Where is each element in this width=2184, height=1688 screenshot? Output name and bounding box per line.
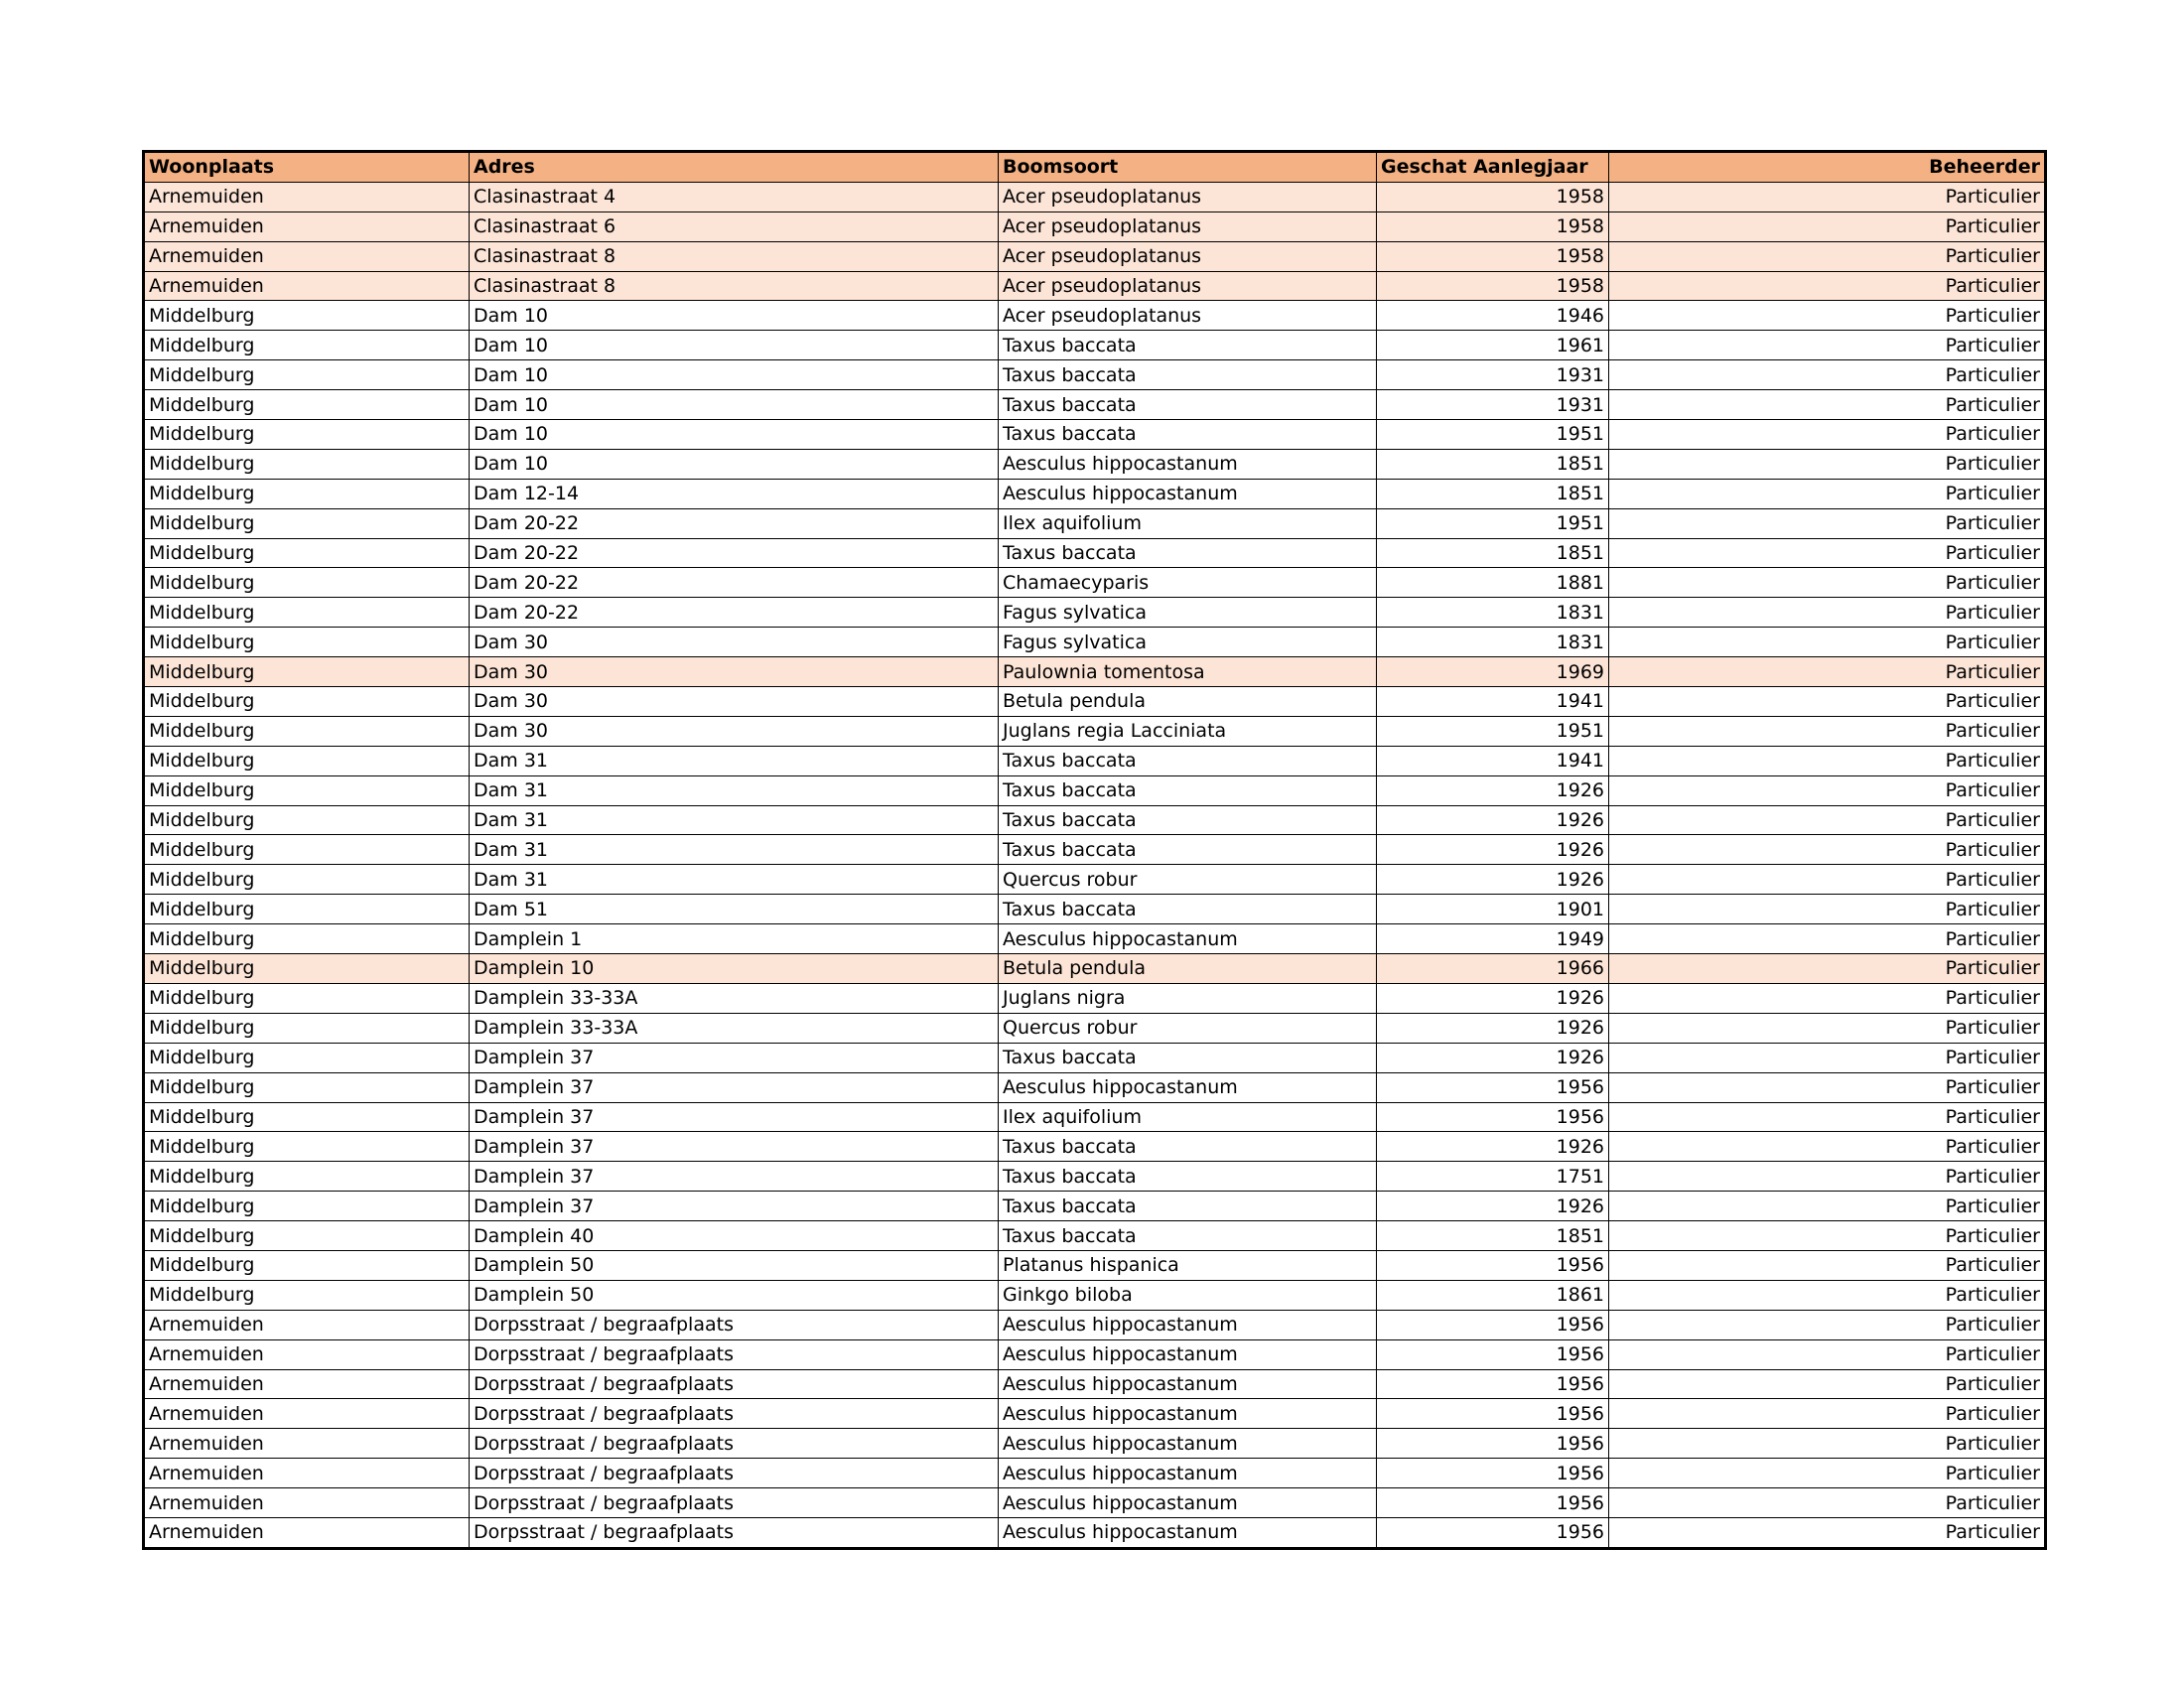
cell-adres: Dam 10 bbox=[470, 360, 999, 390]
cell-aanlegjaar: 1851 bbox=[1377, 449, 1609, 479]
cell-woonplaats: Middelburg bbox=[144, 390, 470, 420]
table-row bbox=[144, 1517, 2046, 1548]
cell-beheerder: Particulier bbox=[1609, 1013, 2046, 1043]
cell-boomsoort: Betula pendula bbox=[999, 687, 1377, 717]
cell-adres: Dam 20-22 bbox=[470, 508, 999, 538]
cell-woonplaats: Arnemuiden bbox=[144, 1339, 470, 1369]
cell-beheerder: Particulier bbox=[1609, 1221, 2046, 1251]
cell-aanlegjaar: 1901 bbox=[1377, 895, 1609, 924]
cell-boomsoort: Acer pseudoplatanus bbox=[999, 211, 1377, 241]
cell-beheerder: Particulier bbox=[1609, 479, 2046, 508]
cell-aanlegjaar: 1931 bbox=[1377, 360, 1609, 390]
cell-aanlegjaar: 1946 bbox=[1377, 301, 1609, 331]
cell-woonplaats: Middelburg bbox=[144, 301, 470, 331]
cell-boomsoort: Taxus baccata bbox=[999, 390, 1377, 420]
cell-adres: Damplein 1 bbox=[470, 924, 999, 954]
cell-beheerder: Particulier bbox=[1609, 895, 2046, 924]
cell-woonplaats: Middelburg bbox=[144, 805, 470, 835]
cell-beheerder: Particulier bbox=[1609, 716, 2046, 746]
table-row bbox=[144, 182, 2046, 211]
cell-aanlegjaar: 1926 bbox=[1377, 1013, 1609, 1043]
cell-adres: Damplein 33-33A bbox=[470, 1013, 999, 1043]
cell-boomsoort: Taxus baccata bbox=[999, 1043, 1377, 1072]
table-row bbox=[144, 449, 2046, 479]
table-row bbox=[144, 954, 2046, 984]
cell-aanlegjaar: 1958 bbox=[1377, 182, 1609, 211]
cell-beheerder: Particulier bbox=[1609, 1517, 2046, 1548]
cell-woonplaats: Arnemuiden bbox=[144, 182, 470, 211]
cell-woonplaats: Arnemuiden bbox=[144, 1429, 470, 1459]
cell-boomsoort: Acer pseudoplatanus bbox=[999, 241, 1377, 271]
table-row bbox=[144, 1162, 2046, 1192]
cell-aanlegjaar: 1958 bbox=[1377, 211, 1609, 241]
cell-woonplaats: Middelburg bbox=[144, 628, 470, 657]
cell-aanlegjaar: 1851 bbox=[1377, 1221, 1609, 1251]
cell-woonplaats: Middelburg bbox=[144, 331, 470, 360]
cell-aanlegjaar: 1926 bbox=[1377, 1043, 1609, 1072]
cell-woonplaats: Middelburg bbox=[144, 924, 470, 954]
table-row bbox=[144, 598, 2046, 628]
table-body bbox=[144, 182, 2046, 1548]
cell-woonplaats: Arnemuiden bbox=[144, 1310, 470, 1339]
cell-woonplaats: Middelburg bbox=[144, 983, 470, 1013]
cell-woonplaats: Middelburg bbox=[144, 657, 470, 687]
cell-beheerder: Particulier bbox=[1609, 1102, 2046, 1132]
cell-aanlegjaar: 1831 bbox=[1377, 598, 1609, 628]
cell-aanlegjaar: 1956 bbox=[1377, 1339, 1609, 1369]
table-row bbox=[144, 1043, 2046, 1072]
table-row bbox=[144, 1369, 2046, 1399]
cell-boomsoort: Aesculus hippocastanum bbox=[999, 1517, 1377, 1548]
cell-adres: Clasinastraat 8 bbox=[470, 271, 999, 301]
cell-aanlegjaar: 1958 bbox=[1377, 241, 1609, 271]
cell-beheerder: Particulier bbox=[1609, 1488, 2046, 1518]
cell-boomsoort: Quercus robur bbox=[999, 1013, 1377, 1043]
cell-boomsoort: Ilex aquifolium bbox=[999, 508, 1377, 538]
cell-adres: Dam 20-22 bbox=[470, 598, 999, 628]
cell-aanlegjaar: 1956 bbox=[1377, 1102, 1609, 1132]
cell-adres: Damplein 37 bbox=[470, 1072, 999, 1102]
cell-woonplaats: Middelburg bbox=[144, 568, 470, 598]
cell-beheerder: Particulier bbox=[1609, 805, 2046, 835]
cell-woonplaats: Middelburg bbox=[144, 1221, 470, 1251]
cell-adres: Clasinastraat 6 bbox=[470, 211, 999, 241]
cell-beheerder: Particulier bbox=[1609, 1162, 2046, 1192]
table-row bbox=[144, 508, 2046, 538]
table-row bbox=[144, 628, 2046, 657]
cell-boomsoort: Paulownia tomentosa bbox=[999, 657, 1377, 687]
cell-aanlegjaar: 1926 bbox=[1377, 1192, 1609, 1221]
cell-aanlegjaar: 1951 bbox=[1377, 716, 1609, 746]
table-row bbox=[144, 657, 2046, 687]
cell-woonplaats: Middelburg bbox=[144, 895, 470, 924]
cell-adres: Dam 20-22 bbox=[470, 538, 999, 568]
cell-adres: Dam 31 bbox=[470, 835, 999, 865]
table-row bbox=[144, 1072, 2046, 1102]
cell-adres: Damplein 33-33A bbox=[470, 983, 999, 1013]
cell-woonplaats: Middelburg bbox=[144, 835, 470, 865]
cell-woonplaats: Middelburg bbox=[144, 1132, 470, 1162]
cell-woonplaats: Middelburg bbox=[144, 1280, 470, 1310]
cell-beheerder: Particulier bbox=[1609, 687, 2046, 717]
cell-beheerder: Particulier bbox=[1609, 568, 2046, 598]
cell-beheerder: Particulier bbox=[1609, 301, 2046, 331]
table-row bbox=[144, 716, 2046, 746]
cell-adres: Damplein 37 bbox=[470, 1043, 999, 1072]
cell-beheerder: Particulier bbox=[1609, 1280, 2046, 1310]
cell-woonplaats: Middelburg bbox=[144, 1192, 470, 1221]
table-row bbox=[144, 479, 2046, 508]
cell-adres: Dam 10 bbox=[470, 301, 999, 331]
cell-adres: Damplein 10 bbox=[470, 954, 999, 984]
table-row bbox=[144, 746, 2046, 775]
cell-adres: Dorpsstraat / begraafplaats bbox=[470, 1488, 999, 1518]
tree-register-table bbox=[142, 150, 2047, 1550]
cell-adres: Damplein 37 bbox=[470, 1192, 999, 1221]
cell-boomsoort: Aesculus hippocastanum bbox=[999, 924, 1377, 954]
cell-boomsoort: Aesculus hippocastanum bbox=[999, 1429, 1377, 1459]
cell-woonplaats: Middelburg bbox=[144, 538, 470, 568]
cell-beheerder: Particulier bbox=[1609, 1339, 2046, 1369]
cell-beheerder: Particulier bbox=[1609, 420, 2046, 450]
cell-boomsoort: Acer pseudoplatanus bbox=[999, 301, 1377, 331]
cell-aanlegjaar: 1926 bbox=[1377, 1132, 1609, 1162]
cell-aanlegjaar: 1969 bbox=[1377, 657, 1609, 687]
cell-boomsoort: Juglans regia Lacciniata bbox=[999, 716, 1377, 746]
cell-boomsoort: Taxus baccata bbox=[999, 331, 1377, 360]
cell-adres: Dam 31 bbox=[470, 805, 999, 835]
table-row bbox=[144, 331, 2046, 360]
table-row bbox=[144, 360, 2046, 390]
cell-beheerder: Particulier bbox=[1609, 211, 2046, 241]
table-row bbox=[144, 924, 2046, 954]
table-row bbox=[144, 568, 2046, 598]
table-row bbox=[144, 1310, 2046, 1339]
cell-aanlegjaar: 1956 bbox=[1377, 1250, 1609, 1280]
cell-boomsoort: Aesculus hippocastanum bbox=[999, 1369, 1377, 1399]
cell-woonplaats: Arnemuiden bbox=[144, 1369, 470, 1399]
cell-aanlegjaar: 1861 bbox=[1377, 1280, 1609, 1310]
table-row bbox=[144, 1132, 2046, 1162]
table-row bbox=[144, 1192, 2046, 1221]
cell-woonplaats: Middelburg bbox=[144, 865, 470, 895]
cell-adres: Dorpsstraat / begraafplaats bbox=[470, 1429, 999, 1459]
cell-woonplaats: Arnemuiden bbox=[144, 241, 470, 271]
cell-woonplaats: Middelburg bbox=[144, 746, 470, 775]
cell-beheerder: Particulier bbox=[1609, 1072, 2046, 1102]
cell-boomsoort: Aesculus hippocastanum bbox=[999, 1399, 1377, 1429]
cell-boomsoort: Taxus baccata bbox=[999, 538, 1377, 568]
cell-woonplaats: Middelburg bbox=[144, 716, 470, 746]
cell-boomsoort: Taxus baccata bbox=[999, 775, 1377, 805]
cell-boomsoort: Chamaecyparis bbox=[999, 568, 1377, 598]
cell-aanlegjaar: 1956 bbox=[1377, 1488, 1609, 1518]
table-row bbox=[144, 1429, 2046, 1459]
cell-beheerder: Particulier bbox=[1609, 983, 2046, 1013]
cell-aanlegjaar: 1941 bbox=[1377, 687, 1609, 717]
cell-beheerder: Particulier bbox=[1609, 390, 2046, 420]
cell-beheerder: Particulier bbox=[1609, 924, 2046, 954]
cell-boomsoort: Aesculus hippocastanum bbox=[999, 479, 1377, 508]
cell-adres: Damplein 37 bbox=[470, 1162, 999, 1192]
cell-boomsoort: Taxus baccata bbox=[999, 1132, 1377, 1162]
cell-boomsoort: Fagus sylvatica bbox=[999, 628, 1377, 657]
table-row bbox=[144, 1280, 2046, 1310]
cell-boomsoort: Aesculus hippocastanum bbox=[999, 1072, 1377, 1102]
cell-adres: Damplein 37 bbox=[470, 1102, 999, 1132]
table-row bbox=[144, 301, 2046, 331]
cell-woonplaats: Arnemuiden bbox=[144, 1517, 470, 1548]
cell-beheerder: Particulier bbox=[1609, 954, 2046, 984]
table-row bbox=[144, 1399, 2046, 1429]
cell-adres: Dam 30 bbox=[470, 657, 999, 687]
cell-adres: Dam 10 bbox=[470, 449, 999, 479]
cell-woonplaats: Middelburg bbox=[144, 508, 470, 538]
cell-beheerder: Particulier bbox=[1609, 1429, 2046, 1459]
cell-adres: Clasinastraat 8 bbox=[470, 241, 999, 271]
table-row bbox=[144, 538, 2046, 568]
cell-boomsoort: Taxus baccata bbox=[999, 1221, 1377, 1251]
cell-aanlegjaar: 1831 bbox=[1377, 628, 1609, 657]
cell-boomsoort: Taxus baccata bbox=[999, 420, 1377, 450]
cell-aanlegjaar: 1751 bbox=[1377, 1162, 1609, 1192]
cell-adres: Dorpsstraat / begraafplaats bbox=[470, 1310, 999, 1339]
cell-beheerder: Particulier bbox=[1609, 331, 2046, 360]
cell-woonplaats: Middelburg bbox=[144, 1250, 470, 1280]
cell-adres: Dam 12-14 bbox=[470, 479, 999, 508]
cell-woonplaats: Middelburg bbox=[144, 1162, 470, 1192]
table-row bbox=[144, 420, 2046, 450]
table-row bbox=[144, 1102, 2046, 1132]
cell-aanlegjaar: 1926 bbox=[1377, 835, 1609, 865]
cell-boomsoort: Aesculus hippocastanum bbox=[999, 1310, 1377, 1339]
cell-boomsoort: Taxus baccata bbox=[999, 360, 1377, 390]
cell-boomsoort: Taxus baccata bbox=[999, 895, 1377, 924]
cell-adres: Dam 10 bbox=[470, 420, 999, 450]
cell-boomsoort: Acer pseudoplatanus bbox=[999, 182, 1377, 211]
cell-beheerder: Particulier bbox=[1609, 1043, 2046, 1072]
cell-beheerder: Particulier bbox=[1609, 1192, 2046, 1221]
cell-beheerder: Particulier bbox=[1609, 657, 2046, 687]
cell-beheerder: Particulier bbox=[1609, 182, 2046, 211]
cell-aanlegjaar: 1956 bbox=[1377, 1399, 1609, 1429]
cell-adres: Clasinastraat 4 bbox=[470, 182, 999, 211]
cell-beheerder: Particulier bbox=[1609, 1369, 2046, 1399]
header-adres: Adres bbox=[470, 152, 999, 183]
cell-woonplaats: Middelburg bbox=[144, 479, 470, 508]
cell-aanlegjaar: 1966 bbox=[1377, 954, 1609, 984]
cell-beheerder: Particulier bbox=[1609, 508, 2046, 538]
cell-aanlegjaar: 1926 bbox=[1377, 805, 1609, 835]
table-row bbox=[144, 241, 2046, 271]
cell-adres: Dam 31 bbox=[470, 746, 999, 775]
cell-woonplaats: Middelburg bbox=[144, 954, 470, 984]
header-beheerder: Beheerder bbox=[1609, 152, 2046, 183]
cell-woonplaats: Arnemuiden bbox=[144, 211, 470, 241]
cell-aanlegjaar: 1926 bbox=[1377, 775, 1609, 805]
cell-adres: Dorpsstraat / begraafplaats bbox=[470, 1339, 999, 1369]
cell-aanlegjaar: 1949 bbox=[1377, 924, 1609, 954]
cell-aanlegjaar: 1961 bbox=[1377, 331, 1609, 360]
cell-woonplaats: Middelburg bbox=[144, 1072, 470, 1102]
cell-woonplaats: Middelburg bbox=[144, 1043, 470, 1072]
cell-woonplaats: Middelburg bbox=[144, 1013, 470, 1043]
cell-beheerder: Particulier bbox=[1609, 1399, 2046, 1429]
cell-beheerder: Particulier bbox=[1609, 1310, 2046, 1339]
table-row bbox=[144, 805, 2046, 835]
table-row bbox=[144, 865, 2046, 895]
cell-woonplaats: Middelburg bbox=[144, 1102, 470, 1132]
cell-aanlegjaar: 1851 bbox=[1377, 538, 1609, 568]
cell-boomsoort: Taxus baccata bbox=[999, 746, 1377, 775]
header-woonplaats: Woonplaats bbox=[144, 152, 470, 183]
header-boomsoort: Boomsoort bbox=[999, 152, 1377, 183]
cell-beheerder: Particulier bbox=[1609, 538, 2046, 568]
table-row bbox=[144, 775, 2046, 805]
cell-boomsoort: Ginkgo biloba bbox=[999, 1280, 1377, 1310]
cell-woonplaats: Arnemuiden bbox=[144, 1399, 470, 1429]
cell-adres: Dorpsstraat / begraafplaats bbox=[470, 1459, 999, 1488]
table-row bbox=[144, 1339, 2046, 1369]
cell-boomsoort: Fagus sylvatica bbox=[999, 598, 1377, 628]
cell-aanlegjaar: 1958 bbox=[1377, 271, 1609, 301]
cell-adres: Dorpsstraat / begraafplaats bbox=[470, 1399, 999, 1429]
cell-beheerder: Particulier bbox=[1609, 775, 2046, 805]
cell-boomsoort: Acer pseudoplatanus bbox=[999, 271, 1377, 301]
cell-aanlegjaar: 1926 bbox=[1377, 865, 1609, 895]
cell-beheerder: Particulier bbox=[1609, 360, 2046, 390]
cell-beheerder: Particulier bbox=[1609, 1250, 2046, 1280]
cell-boomsoort: Juglans nigra bbox=[999, 983, 1377, 1013]
cell-beheerder: Particulier bbox=[1609, 271, 2046, 301]
header-row bbox=[144, 152, 2046, 183]
cell-aanlegjaar: 1956 bbox=[1377, 1369, 1609, 1399]
table-row bbox=[144, 983, 2046, 1013]
cell-boomsoort: Taxus baccata bbox=[999, 805, 1377, 835]
cell-beheerder: Particulier bbox=[1609, 835, 2046, 865]
table-row bbox=[144, 835, 2046, 865]
table-row bbox=[144, 1459, 2046, 1488]
cell-adres: Dam 30 bbox=[470, 716, 999, 746]
cell-boomsoort: Aesculus hippocastanum bbox=[999, 449, 1377, 479]
table-row bbox=[144, 1013, 2046, 1043]
cell-adres: Dam 20-22 bbox=[470, 568, 999, 598]
cell-boomsoort: Aesculus hippocastanum bbox=[999, 1459, 1377, 1488]
table-row bbox=[144, 1250, 2046, 1280]
cell-woonplaats: Arnemuiden bbox=[144, 271, 470, 301]
cell-boomsoort: Quercus robur bbox=[999, 865, 1377, 895]
cell-woonplaats: Arnemuiden bbox=[144, 1459, 470, 1488]
cell-adres: Damplein 50 bbox=[470, 1250, 999, 1280]
cell-adres: Dorpsstraat / begraafplaats bbox=[470, 1369, 999, 1399]
cell-aanlegjaar: 1926 bbox=[1377, 983, 1609, 1013]
cell-adres: Dam 31 bbox=[470, 775, 999, 805]
cell-aanlegjaar: 1851 bbox=[1377, 479, 1609, 508]
cell-adres: Dam 10 bbox=[470, 390, 999, 420]
cell-boomsoort: Taxus baccata bbox=[999, 1192, 1377, 1221]
cell-aanlegjaar: 1956 bbox=[1377, 1517, 1609, 1548]
cell-beheerder: Particulier bbox=[1609, 241, 2046, 271]
cell-woonplaats: Arnemuiden bbox=[144, 1488, 470, 1518]
cell-adres: Dam 51 bbox=[470, 895, 999, 924]
cell-adres: Damplein 40 bbox=[470, 1221, 999, 1251]
cell-aanlegjaar: 1941 bbox=[1377, 746, 1609, 775]
cell-woonplaats: Middelburg bbox=[144, 360, 470, 390]
cell-adres: Dam 10 bbox=[470, 331, 999, 360]
cell-boomsoort: Betula pendula bbox=[999, 954, 1377, 984]
cell-aanlegjaar: 1951 bbox=[1377, 508, 1609, 538]
cell-beheerder: Particulier bbox=[1609, 598, 2046, 628]
cell-aanlegjaar: 1951 bbox=[1377, 420, 1609, 450]
cell-woonplaats: Middelburg bbox=[144, 449, 470, 479]
cell-adres: Damplein 37 bbox=[470, 1132, 999, 1162]
cell-boomsoort: Aesculus hippocastanum bbox=[999, 1339, 1377, 1369]
cell-aanlegjaar: 1956 bbox=[1377, 1459, 1609, 1488]
cell-boomsoort: Taxus baccata bbox=[999, 1162, 1377, 1192]
cell-boomsoort: Ilex aquifolium bbox=[999, 1102, 1377, 1132]
table-row bbox=[144, 895, 2046, 924]
cell-aanlegjaar: 1956 bbox=[1377, 1310, 1609, 1339]
cell-beheerder: Particulier bbox=[1609, 746, 2046, 775]
cell-adres: Dam 30 bbox=[470, 628, 999, 657]
cell-boomsoort: Platanus hispanica bbox=[999, 1250, 1377, 1280]
cell-adres: Dam 30 bbox=[470, 687, 999, 717]
cell-adres: Dorpsstraat / begraafplaats bbox=[470, 1517, 999, 1548]
cell-boomsoort: Taxus baccata bbox=[999, 835, 1377, 865]
table-row bbox=[144, 1488, 2046, 1518]
cell-aanlegjaar: 1931 bbox=[1377, 390, 1609, 420]
cell-adres: Damplein 50 bbox=[470, 1280, 999, 1310]
cell-beheerder: Particulier bbox=[1609, 1459, 2046, 1488]
cell-beheerder: Particulier bbox=[1609, 628, 2046, 657]
cell-aanlegjaar: 1881 bbox=[1377, 568, 1609, 598]
cell-beheerder: Particulier bbox=[1609, 865, 2046, 895]
header-aanlegjaar: Geschat Aanlegjaar bbox=[1377, 152, 1609, 183]
cell-woonplaats: Middelburg bbox=[144, 687, 470, 717]
cell-woonplaats: Middelburg bbox=[144, 420, 470, 450]
table-row bbox=[144, 1221, 2046, 1251]
table-row bbox=[144, 271, 2046, 301]
cell-beheerder: Particulier bbox=[1609, 1132, 2046, 1162]
cell-woonplaats: Middelburg bbox=[144, 598, 470, 628]
table-row bbox=[144, 211, 2046, 241]
table-row bbox=[144, 687, 2046, 717]
cell-woonplaats: Middelburg bbox=[144, 775, 470, 805]
cell-aanlegjaar: 1956 bbox=[1377, 1072, 1609, 1102]
table-row bbox=[144, 390, 2046, 420]
cell-beheerder: Particulier bbox=[1609, 449, 2046, 479]
cell-adres: Dam 31 bbox=[470, 865, 999, 895]
cell-boomsoort: Aesculus hippocastanum bbox=[999, 1488, 1377, 1518]
cell-aanlegjaar: 1956 bbox=[1377, 1429, 1609, 1459]
